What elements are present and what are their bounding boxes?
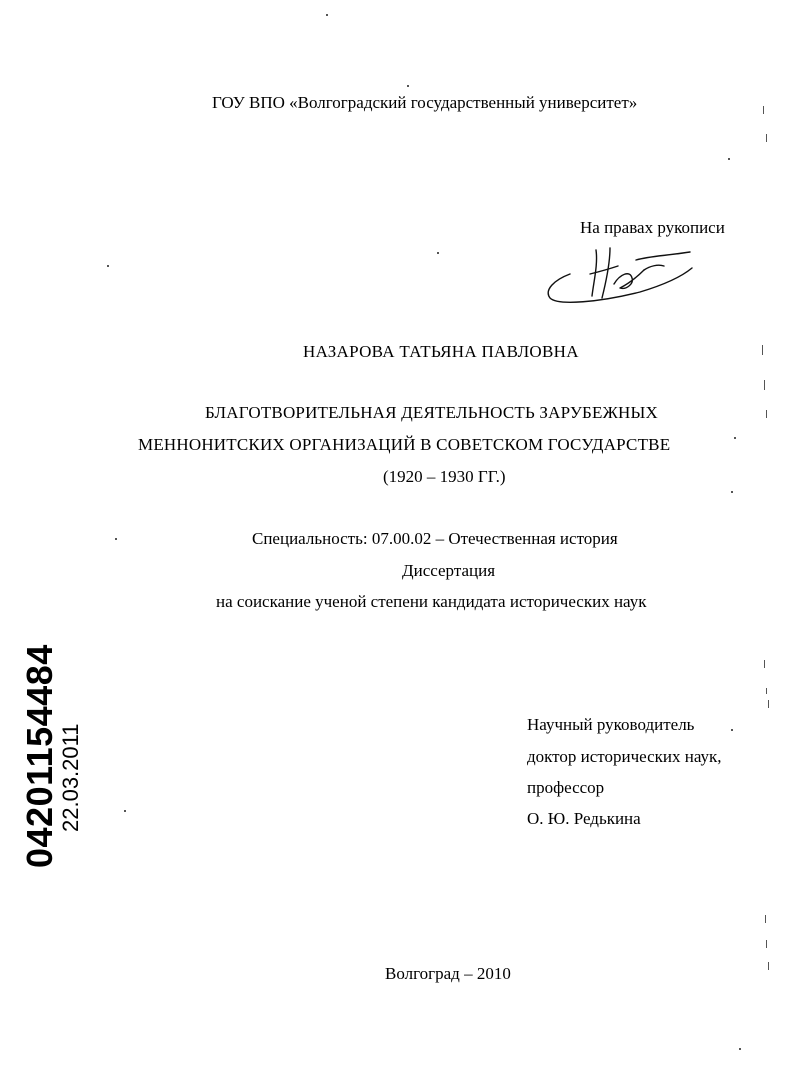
supervisor-name: О. Ю. Редькина xyxy=(527,809,641,828)
scan-speck xyxy=(762,345,763,355)
scan-speck xyxy=(764,660,765,668)
scan-speck xyxy=(766,134,767,142)
scan-speck xyxy=(766,688,767,694)
scan-speck xyxy=(407,85,409,87)
scan-speck xyxy=(115,538,117,540)
university-name: ГОУ ВПО «Волгоградский государственный университет» xyxy=(212,93,638,112)
specialty: Специальность: 07.00.02 – Отечественная история xyxy=(252,529,618,548)
rights-notice: На правах рукописи xyxy=(580,218,725,237)
scan-speck xyxy=(734,437,736,439)
supervisor-degree: доктор исторических наук, xyxy=(527,747,722,766)
scan-speck xyxy=(739,1048,741,1050)
degree-sought: на соискание ученой степени кандидата исторических наук xyxy=(216,592,647,611)
title-line-1: БЛАГОТВОРИТЕЛЬНАЯ ДЕЯТЕЛЬНОСТЬ ЗАРУБЕЖНЫХ xyxy=(205,403,659,422)
scan-speck xyxy=(763,106,764,114)
scan-speck xyxy=(765,915,766,923)
scan-speck xyxy=(768,962,769,970)
place-year: Волгоград – 2010 xyxy=(385,964,511,983)
scan-speck xyxy=(766,410,767,418)
scan-speck xyxy=(437,252,439,254)
scan-speck xyxy=(766,940,767,948)
scan-speck xyxy=(728,158,730,160)
scan-speck xyxy=(768,700,769,708)
library-stamp-date: 22.03.2011 xyxy=(58,723,83,832)
scan-speck xyxy=(107,265,109,267)
scan-speck xyxy=(731,491,733,493)
signature-icon xyxy=(540,244,700,310)
scan-speck xyxy=(326,14,328,16)
library-stamp-number: 04201154484 xyxy=(19,644,60,868)
supervisor-position: профессор xyxy=(527,778,605,797)
scan-speck xyxy=(124,810,126,812)
author-name: НАЗАРОВА ТАТЬЯНА ПАВЛОВНА xyxy=(303,342,579,361)
scan-speck xyxy=(764,380,765,390)
document-type: Диссертация xyxy=(402,561,496,580)
title-line-3: (1920 – 1930 ГГ.) xyxy=(383,467,506,486)
scan-speck xyxy=(731,729,733,731)
supervisor-role: Научный руководитель xyxy=(527,715,695,734)
title-line-2: МЕННОНИТСКИХ ОРГАНИЗАЦИЙ В СОВЕТСКОМ ГОСУДАРСТВЕ xyxy=(138,435,671,454)
